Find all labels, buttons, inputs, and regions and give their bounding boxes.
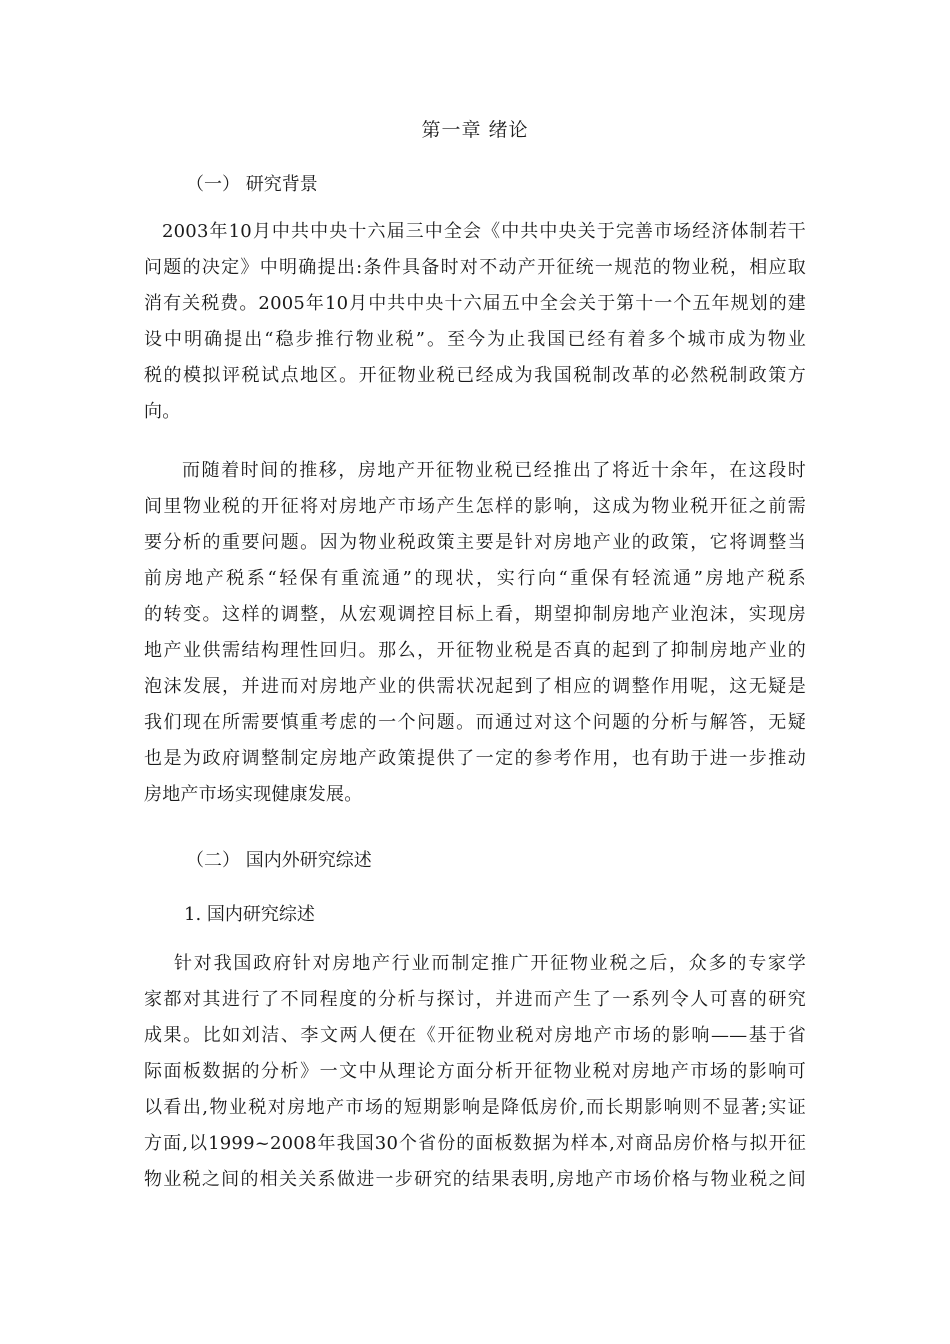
paragraph-line: 针对我国政府针对房地产行业而制定推广开征物业税之后，众多的专家学 xyxy=(174,953,806,974)
paragraph-background-2 xyxy=(144,453,806,813)
paragraph-line: 2003年10月中共中央十六届三中全会《中共中央关于完善市场经济体制若干 xyxy=(162,221,806,242)
paragraph-line: 也是为政府调整制定房地产政策提供了一定的参考作用，也有助于进一步推动 xyxy=(144,748,806,769)
section-heading-background: （一） 研究背景 xyxy=(186,174,318,195)
paragraph-line: 成果。比如刘洁、李文两人便在《开征物业税对房地产市场的影响——基于省 xyxy=(144,1025,806,1046)
paragraph-line: 方面,以1999~2008年我国30个省份的面板数据为样本,对商品房价格与拟开征 xyxy=(144,1133,806,1154)
paragraph-line: 际面板数据的分析》一文中从理论方面分析开征物业税对房地产市场的影响可 xyxy=(144,1061,806,1082)
paragraph-line: 而随着时间的推移，房地产开征物业税已经推出了将近十余年，在这段时 xyxy=(182,460,806,481)
paragraph-line: 设中明确提出“稳步推行物业税”。至今为止我国已经有着多个城市成为物业 xyxy=(144,329,806,350)
paragraph-line: 泡沫发展，并进而对房地产业的供需状况起到了相应的调整作用呢，这无疑是 xyxy=(144,676,806,697)
paragraph-line: 前房地产税系“轻保有重流通”的现状，实行向“重保有轻流通”房地产税系 xyxy=(144,568,806,589)
paragraph-line: 地产业供需结构理性回归。那么，开征物业税是否真的起到了抑制房地产业的 xyxy=(144,640,806,661)
chapter-title: 第一章 绪论 xyxy=(421,119,529,141)
paragraph-domestic-review xyxy=(144,946,806,1198)
paragraph-line: 要分析的重要问题。因为物业税政策主要是针对房地产业的政策，它将调整当 xyxy=(144,532,806,553)
paragraph-line: 税的模拟评税试点地区。开征物业税已经成为我国税制改革的必然税制政策方 xyxy=(144,365,806,386)
paragraph-line: 我们现在所需要慎重考虑的一个问题。而通过对这个问题的分析与解答，无疑 xyxy=(144,712,806,733)
paragraph-line: 房地产市场实现健康发展。 xyxy=(144,784,363,805)
paragraph-line: 的转变。这样的调整，从宏观调控目标上看，期望抑制房地产业泡沫，实现房 xyxy=(144,604,806,625)
paragraph-background-1 xyxy=(144,214,806,430)
paragraph-line: 向。 xyxy=(144,401,181,422)
paragraph-line: 间里物业税的开征将对房地产市场产生怎样的影响，这成为物业税开征之前需 xyxy=(144,496,806,517)
paragraph-line: 问题的决定》中明确提出:条件具备时对不动产开征统一规范的物业税，相应取 xyxy=(144,257,806,278)
section-heading-review: （二） 国内外研究综述 xyxy=(186,850,372,871)
paragraph-line: 以看出,物业税对房地产市场的短期影响是降低房价,而长期影响则不显著;实证 xyxy=(144,1097,806,1118)
subsection-heading-domestic: 1. 国内研究综述 xyxy=(184,904,315,925)
paragraph-line: 家都对其进行了不同程度的分析与探讨，并进而产生了一系列令人可喜的研究 xyxy=(144,989,806,1010)
paragraph-line: 消有关税费。2005年10月中共中央十六届五中全会关于第十一个五年规划的建 xyxy=(144,293,806,314)
paragraph-line: 物业税之间的相关关系做进一步研究的结果表明,房地产市场价格与物业税之间 xyxy=(144,1169,806,1190)
